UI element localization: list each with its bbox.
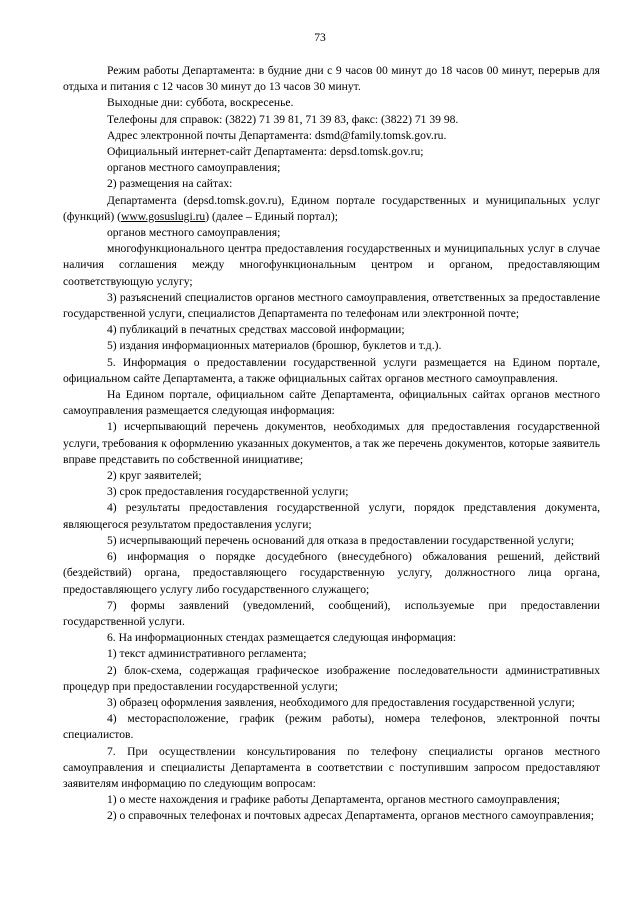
paragraph: Телефоны для справок: (3822) 71 39 81, 71 39 83, факс: (3822) 71 39 98. [107,112,459,126]
paragraph: 3) образец оформления заявления, необходимого для предоставления государственной услуги; [107,695,575,709]
paragraph: Выходные дни: суббота, воскресенье. [107,96,294,110]
paragraph: 3) срок предоставления государственной услуги; [107,485,349,499]
paragraph: 6) информация о порядке досудебного (внесудебного) обжалования решений, действий (бездействий) органа, предоставляющего государственную услугу, должностного лица органа, предоставляющего услугу либо государственного служащего; [63,550,600,596]
paragraph: На Едином портале, официальном сайте Департамента, официальных сайтах органов местного самоуправления размещается следующая информация: [63,388,600,418]
paragraph: 5) исчерпывающий перечень оснований для отказа в предоставлении государственной услуги; [107,533,575,547]
paragraph: 2) круг заявителей; [107,469,202,483]
paragraph: 7) формы заявлений (уведомлений, сообщений), используемые при предоставлении государственной услуги. [63,598,600,628]
paragraph: органов местного самоуправления; [107,161,281,175]
paragraph: многофункционального центра предоставления государственных и муниципальных услуг в случае наличия соглашения между многофункциональным центром и органом, предоставляющим соответствующую услугу; [63,242,600,288]
paragraph: Режим работы Департамента: в будние дни с 9 часов 00 минут до 18 часов 00 минут, перерыв для отдыха и питания с 12 часов 30 минут до 13 часов 30 минут. [63,64,600,94]
paragraph: 1) о месте нахождения и графике работы Департамента, органов местного самоуправления; [107,793,561,807]
paragraph: 2) блок-схема, содержащая графическое изображение последовательности административных процедур при предоставлении государственной услуги; [63,663,600,693]
paragraph: 7. При осуществлении консультирования по телефону специалисты органов местного самоуправления и специалисты Департамента в соответствии с поступившим запросом предоставляют заявителям информацию по следующим вопросам: [63,744,600,790]
paragraph-text: Департамента (depsd.tomsk.gov.ru), Едином портале государственных и муниципальных услуг (функций) ( [63,193,600,223]
paragraph: 3) разъяснений специалистов органов местного самоуправления, ответственных за предоставление государственной услуги, специалистов Департамента по телефонам или электронной почте; [63,290,600,321]
paragraph: 2) размещения на сайтах: [107,177,233,191]
paragraph: Официальный интернет-сайт Департамента: depsd.tomsk.gov.ru; [107,145,424,159]
paragraph: 4) публикаций в печатных средствах массовой информации; [107,323,405,337]
paragraph: 1) исчерпывающий перечень документов, необходимых для предоставления государственной услуги, требования к оформлению указанных документов, а так же перечень документов, которые заявитель вправе представить по собственной инициативе; [63,420,600,466]
paragraph: 1) текст административного регламента; [107,647,307,661]
paragraph [63,193,600,225]
paragraph: 6. На информационных стендах размещается следующая информация: [107,631,457,645]
paragraph: 2) о справочных телефонах и почтовых адресах Департамента, органов местного самоуправления; [107,809,594,823]
paragraph: Адрес электронной почты Департамента: dsmd@family.tomsk.gov.ru. [107,128,447,142]
paragraph: органов местного самоуправления; [107,226,281,240]
document-body [63,63,600,825]
paragraph: 4) результаты предоставления государственной услуги, порядок представления документа, являющегося результатом предоставления услуги; [63,501,600,531]
paragraph: 5. Информация о предоставлении государственной услуги размещается на Едином портале, официальном сайте Департамента, а также официальных сайтах органов местного самоуправления. [63,355,600,385]
paragraph: 4) месторасположение, график (режим работы), номера телефонов, электронной почты специалистов. [63,712,600,742]
page-number: 73 [314,31,326,44]
paragraph-text: ) (далее – Единый портал); [205,209,338,223]
gosuslugi-link[interactable]: www.gosuslugi.ru [120,209,206,223]
paragraph: 5) издания информационных материалов (брошюр, буклетов и т.д.). [107,339,442,353]
